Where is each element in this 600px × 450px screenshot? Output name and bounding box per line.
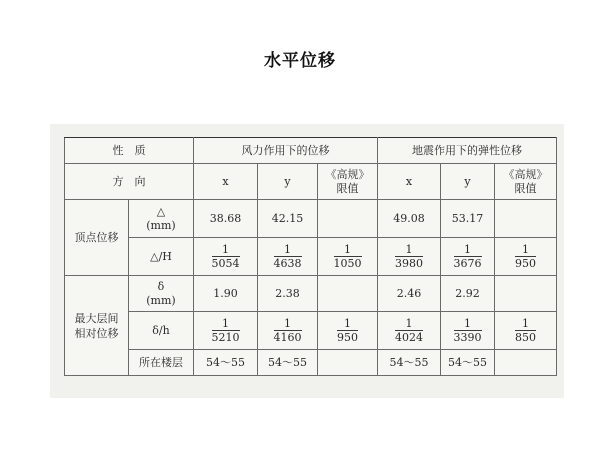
table-row [65, 238, 557, 276]
row-label-floor: 所在楼层 [129, 350, 194, 376]
cell: 54～55 [258, 350, 318, 376]
cell [258, 238, 318, 276]
numerator: 1 [515, 243, 536, 257]
numerator: 1 [274, 243, 302, 257]
cell: 1.90 [194, 276, 258, 312]
cell [318, 276, 378, 312]
cell: 53.17 [441, 200, 495, 238]
header-wind-y: y [258, 164, 318, 200]
denominator: 950 [337, 331, 358, 344]
row-label-delta-over-h: △/H [129, 238, 194, 276]
numerator: 1 [334, 243, 362, 257]
cell: 2.92 [441, 276, 495, 312]
header-quake: 地震作用下的弹性位移 [378, 138, 557, 164]
cell [318, 312, 378, 350]
quake-limit-label [504, 168, 548, 196]
denominator: 1050 [333, 257, 362, 270]
table-row [65, 200, 557, 238]
row-label-small-delta [129, 276, 194, 312]
header-row-2 [65, 164, 557, 200]
numerator: 1 [515, 317, 536, 331]
cell [495, 350, 557, 376]
small-delta-symbol: δ [157, 279, 165, 293]
numerator: 1 [337, 317, 358, 331]
denominator: 5054 [211, 257, 240, 270]
header-quake-x: x [378, 164, 441, 200]
cell: 2.38 [258, 276, 318, 312]
cell [495, 238, 557, 276]
cell: 54～55 [194, 350, 258, 376]
cell: 2.46 [378, 276, 441, 312]
cell [441, 312, 495, 350]
denominator: 4638 [273, 257, 302, 270]
row-label-delta [129, 200, 194, 238]
table-row [65, 350, 557, 376]
cell [318, 350, 378, 376]
numerator: 1 [274, 317, 302, 331]
denominator: 850 [515, 331, 536, 344]
unit-mm: (mm) [146, 293, 176, 307]
cell [495, 312, 557, 350]
displacement-table [64, 137, 557, 376]
cell [378, 238, 441, 276]
cell [258, 312, 318, 350]
row-label-small-delta-over-h: δ/h [129, 312, 194, 350]
denominator: 4160 [273, 331, 302, 344]
limit-line2: 限值 [336, 181, 359, 195]
page-title: 水平位移 [264, 51, 336, 71]
header-wind-limit [318, 164, 378, 200]
numerator: 1 [212, 317, 240, 331]
cell [318, 200, 378, 238]
table-row [65, 276, 557, 312]
group-line2: 相对位移 [74, 326, 119, 340]
denominator: 3676 [453, 257, 482, 270]
header-wind: 风力作用下的位移 [194, 138, 378, 164]
header-property: 性 质 [65, 138, 194, 164]
denominator: 5210 [211, 331, 240, 344]
group-line1: 最大层间 [74, 311, 119, 325]
delta-symbol: △ [156, 204, 166, 218]
denominator: 3390 [453, 331, 482, 344]
cell [194, 238, 258, 276]
cell: 49.08 [378, 200, 441, 238]
numerator: 1 [395, 317, 423, 331]
numerator: 1 [454, 317, 482, 331]
cell [318, 238, 378, 276]
cell [378, 312, 441, 350]
cell: 42.15 [258, 200, 318, 238]
numerator: 1 [454, 243, 482, 257]
group-interstory-displacement [65, 276, 129, 376]
cell: 38.68 [194, 200, 258, 238]
header-direction: 方 向 [65, 164, 194, 200]
cell [495, 200, 557, 238]
numerator: 1 [212, 243, 240, 257]
cell [194, 312, 258, 350]
header-wind-x: x [194, 164, 258, 200]
header-quake-limit [495, 164, 557, 200]
denominator: 950 [515, 257, 536, 270]
numerator: 1 [395, 243, 423, 257]
denominator: 4024 [395, 331, 423, 344]
denominator: 3980 [395, 257, 423, 270]
limit-line1: 《高规》 [325, 167, 370, 181]
cell [441, 238, 495, 276]
unit-mm: (mm) [146, 218, 176, 232]
header-row-1 [65, 138, 557, 164]
group-top-displacement: 顶点位移 [65, 200, 129, 276]
header-quake-y: y [441, 164, 495, 200]
limit-line2: 限值 [514, 181, 537, 195]
cell [495, 276, 557, 312]
cell: 54～55 [378, 350, 441, 376]
limit-line1: 《高规》 [503, 167, 548, 181]
cell: 54～55 [441, 350, 495, 376]
table-row [65, 312, 557, 350]
wind-limit-label [326, 168, 370, 196]
